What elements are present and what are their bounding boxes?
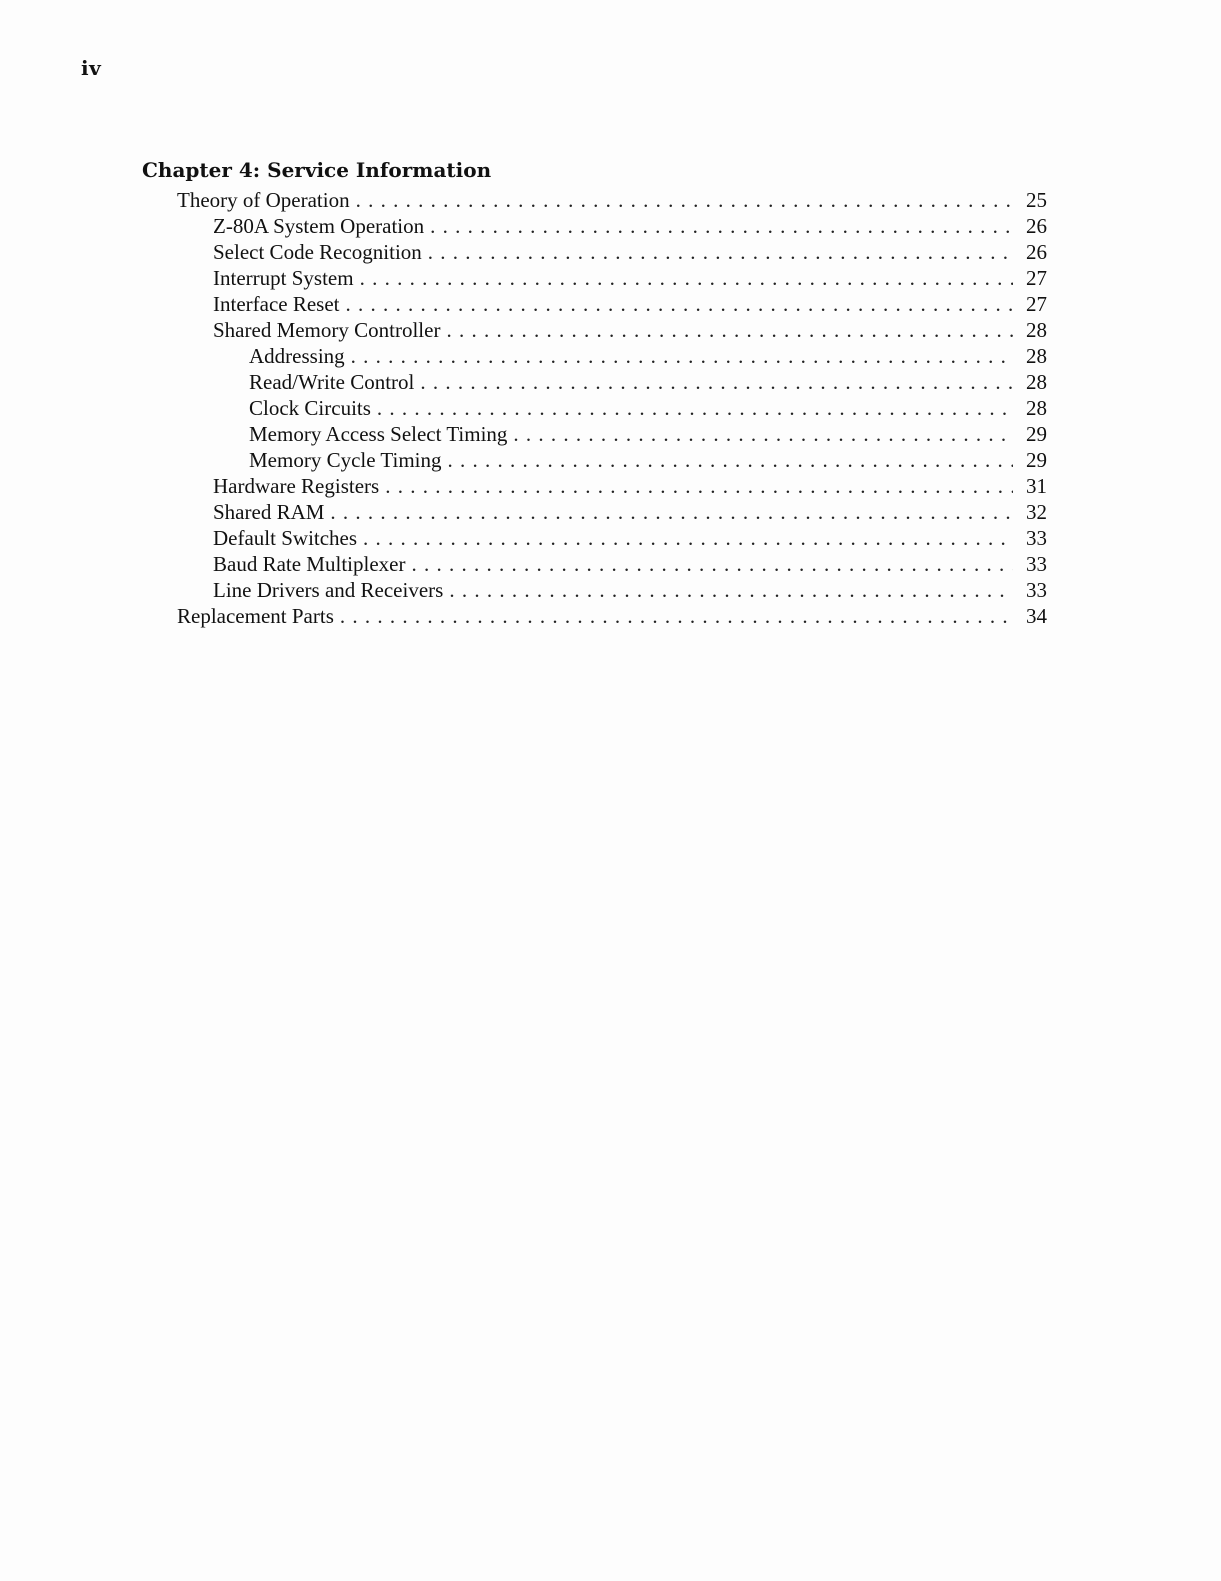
toc-entry xyxy=(213,473,1047,499)
toc-entry-title: Theory of Operation xyxy=(177,188,350,212)
toc-dot-leader xyxy=(411,551,1013,577)
toc-entry-page: 28 xyxy=(1026,318,1047,342)
toc-entry-title: Interrupt System xyxy=(213,266,354,290)
toc-dot-leader xyxy=(446,317,1013,343)
toc-entry-page: 28 xyxy=(1026,344,1047,368)
toc-dot-leader xyxy=(330,499,1013,525)
toc-dot-leader xyxy=(513,421,1013,447)
toc-entry-title: Default Switches xyxy=(213,526,358,550)
toc-entry-title: Memory Access Select Timing xyxy=(249,422,508,446)
toc-dot-leader xyxy=(340,603,1013,629)
toc-entry xyxy=(213,525,1047,551)
toc-entry-title: Clock Circuits xyxy=(249,396,371,420)
toc-entry-title: Read/Write Control xyxy=(249,370,415,394)
toc-dot-leader xyxy=(356,187,1013,213)
toc-dot-leader xyxy=(430,213,1013,239)
toc-entry xyxy=(249,395,1047,421)
toc-entry xyxy=(249,447,1047,473)
toc-dot-leader xyxy=(385,473,1013,499)
toc-entry xyxy=(213,291,1047,317)
chapter-heading: Chapter 4: Service Information xyxy=(142,158,492,182)
toc-dot-leader xyxy=(351,343,1013,369)
page-number: iv xyxy=(81,56,102,80)
toc-entry-page: 33 xyxy=(1026,552,1047,576)
toc-entry-page: 29 xyxy=(1026,448,1047,472)
toc-dot-leader xyxy=(448,447,1013,473)
toc-entry-page: 34 xyxy=(1026,604,1047,628)
toc-entry xyxy=(213,213,1047,239)
toc-entry-page: 26 xyxy=(1026,240,1047,264)
toc-dot-leader xyxy=(449,577,1013,603)
toc-entry-page: 27 xyxy=(1026,266,1047,290)
toc-entry xyxy=(177,603,1047,629)
toc-entry xyxy=(213,551,1047,577)
toc-entry xyxy=(249,343,1047,369)
toc-entry xyxy=(249,369,1047,395)
toc-entry-title: Shared Memory Controller xyxy=(213,318,441,342)
toc-entry-page: 26 xyxy=(1026,214,1047,238)
toc-dot-leader xyxy=(363,525,1013,551)
toc-entry-page: 33 xyxy=(1026,526,1047,550)
toc-dot-leader xyxy=(360,265,1013,291)
toc-entry xyxy=(213,499,1047,525)
toc-entry xyxy=(213,577,1047,603)
toc-entry-page: 27 xyxy=(1026,292,1047,316)
toc-entry-page: 25 xyxy=(1026,188,1047,212)
toc-entry xyxy=(249,421,1047,447)
toc-entry xyxy=(213,265,1047,291)
toc-entry-page: 29 xyxy=(1026,422,1047,446)
toc-entry-title: Addressing xyxy=(249,344,345,368)
toc-entry-title: Shared RAM xyxy=(213,500,325,524)
toc-entry-title: Replacement Parts xyxy=(177,604,334,628)
toc-dot-leader xyxy=(346,291,1013,317)
toc-entry-page: 33 xyxy=(1026,578,1047,602)
toc-entry xyxy=(213,317,1047,343)
toc-entry xyxy=(213,239,1047,265)
toc-entry-title: Interface Reset xyxy=(213,292,340,316)
toc-entry-title: Baud Rate Multiplexer xyxy=(213,552,406,576)
toc-entry-page: 28 xyxy=(1026,370,1047,394)
toc-entry-page: 28 xyxy=(1026,396,1047,420)
toc-dot-leader xyxy=(428,239,1013,265)
toc-entry-title: Memory Cycle Timing xyxy=(249,448,442,472)
toc-dot-leader xyxy=(377,395,1013,421)
toc-dot-leader xyxy=(420,369,1013,395)
toc-entry-page: 32 xyxy=(1026,500,1047,524)
toc-entry xyxy=(177,187,1047,213)
toc-entry-title: Z-80A System Operation xyxy=(213,214,425,238)
toc-entry-page: 31 xyxy=(1026,474,1047,498)
toc-entry-title: Select Code Recognition xyxy=(213,240,422,264)
toc-entry-title: Line Drivers and Receivers xyxy=(213,578,444,602)
toc-entry-title: Hardware Registers xyxy=(213,474,380,498)
